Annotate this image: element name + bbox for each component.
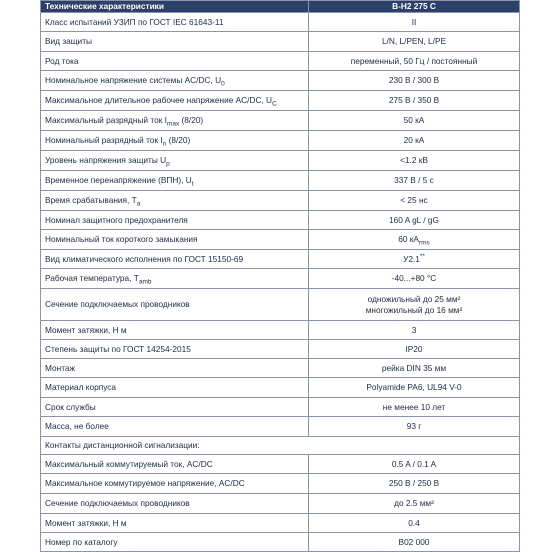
table-row	[41, 417, 520, 437]
table-row	[41, 230, 520, 250]
row-name	[41, 71, 309, 91]
table-row	[41, 211, 520, 230]
row-name-subscript: max	[166, 120, 180, 128]
row-name-text: Рабочая температура, T	[45, 273, 139, 283]
table-row	[41, 269, 520, 289]
table-row	[41, 378, 520, 398]
table-row	[41, 514, 520, 533]
row-value-subscript: rms	[418, 239, 430, 247]
row-value	[309, 230, 520, 250]
row-value: до 2.5 мм²	[309, 494, 520, 514]
table-row	[41, 191, 520, 211]
row-name: Сечение подключаемых проводников	[41, 289, 309, 321]
row-name: Масса, не более	[41, 417, 309, 437]
header-model-cell: B-H2 275 C	[309, 1, 520, 13]
row-name	[41, 171, 309, 191]
table-row	[41, 71, 520, 91]
row-value: -40...+80 °С	[309, 269, 520, 289]
row-value: 337 В / 5 с	[309, 171, 520, 191]
row-value: 230 В / 300 В	[309, 71, 520, 91]
row-value: переменный, 50 Гц / постоянный	[309, 52, 520, 71]
row-name-subscript: t	[191, 180, 194, 188]
row-name: Род тока	[41, 52, 309, 71]
row-name-text: Временное перенапряжение (ВПН), U	[45, 175, 192, 185]
row-name-text: Максимальное длительное рабочее напряжение AC/DC, U	[45, 95, 273, 105]
row-name: Вид защиты	[41, 32, 309, 52]
row-name: Момент затяжки, Н м	[41, 514, 309, 533]
row-value: не менее 10 лет	[309, 398, 520, 417]
row-name-subscript: C	[272, 100, 277, 108]
row-name: Вид климатического исполнения по ГОСТ 15150-69	[41, 250, 309, 269]
row-value: IP20	[309, 340, 520, 359]
table-row	[41, 32, 520, 52]
table-row	[41, 474, 520, 494]
row-value: L/N, L/PEN, L/PE	[309, 32, 520, 52]
row-name-text: Максимальный разрядный ток I	[45, 115, 167, 125]
table-row	[41, 437, 520, 455]
table-row	[41, 13, 520, 32]
row-value: рейка DIN 35 мм	[309, 359, 520, 378]
table-row	[41, 398, 520, 417]
row-name-subscript: amb	[138, 278, 152, 286]
header-name-cell: Технические характеристики	[41, 1, 309, 13]
table-row	[41, 111, 520, 131]
row-name	[41, 131, 309, 151]
row-value: < 25 нс	[309, 191, 520, 211]
row-name: Монтаж	[41, 359, 309, 378]
row-name: Материал корпуса	[41, 378, 309, 398]
row-name: Степень защиты по ГОСТ 14254-2015	[41, 340, 309, 359]
row-name	[41, 91, 309, 111]
row-value: 160 A gL / gG	[309, 211, 520, 230]
table-row	[41, 171, 520, 191]
row-name-text: Уровень напряжения защиты U	[45, 155, 167, 165]
table-row	[41, 455, 520, 474]
row-name-subscript: a	[136, 200, 141, 208]
row-value: 20 кА	[309, 131, 520, 151]
row-name: Номер по каталогу	[41, 533, 309, 552]
table-row	[41, 340, 520, 359]
row-name: Срок службы	[41, 398, 309, 417]
row-value: 93 г	[309, 417, 520, 437]
table-row	[41, 151, 520, 171]
row-name-text: Время срабатывания, T	[45, 195, 137, 205]
row-value: 0.5 A / 0.1 A	[309, 455, 520, 474]
row-name-tail: (8/20)	[179, 115, 204, 125]
section-heading: Контакты дистанционной сигнализации:	[41, 437, 520, 455]
row-name: Момент затяжки, Н м	[41, 321, 309, 340]
row-value: <1.2 кВ	[309, 151, 520, 171]
row-value-text: 60 кA	[398, 234, 419, 244]
row-value-superscript: **	[419, 252, 425, 260]
row-value: Polyamide PA6, UL94 V-0	[309, 378, 520, 398]
row-name: Номинал защитного предохранителя	[41, 211, 309, 230]
table-row	[41, 131, 520, 151]
row-name: Класс испытаний УЗИП по ГОСТ IEC 61643-11	[41, 13, 309, 32]
row-name-subscript: n	[162, 140, 167, 148]
table-row	[41, 359, 520, 378]
row-value-text: У2.1	[403, 253, 420, 264]
row-value: 50 кА	[309, 111, 520, 131]
row-name: Максимальное коммутируемое напряжение, AC/DC	[41, 474, 309, 494]
row-value-line: многожильный до 16 мм²	[365, 304, 463, 315]
table-row	[41, 91, 520, 111]
spec-table	[40, 0, 520, 552]
row-value	[309, 289, 520, 321]
row-value: 0.4	[309, 514, 520, 533]
row-name	[41, 151, 309, 171]
row-name-subscript: 0	[221, 80, 225, 88]
table-row	[41, 289, 520, 321]
row-value-line: одножильный до 25 мм²	[367, 293, 461, 304]
row-value: II	[309, 13, 520, 32]
row-value: 275 В / 350 В	[309, 91, 520, 111]
row-value: 3	[309, 321, 520, 340]
table-row	[41, 533, 520, 552]
table-row	[41, 321, 520, 340]
row-name: Максимальный коммутируемый ток, AC/DC	[41, 455, 309, 474]
row-name	[41, 191, 309, 211]
row-name-tail: (8/20)	[166, 135, 191, 145]
row-name	[41, 269, 309, 289]
row-value: B02 000	[309, 533, 520, 552]
row-value: 250 В / 250 В	[309, 474, 520, 494]
row-value	[309, 250, 520, 269]
row-name-subscript: p	[166, 160, 170, 168]
row-name: Номинальный ток короткого замыкания	[41, 230, 309, 250]
table-row	[41, 250, 520, 269]
table-row	[41, 52, 520, 71]
table-header-row	[41, 1, 520, 13]
row-name-text: Номинальное напряжение системы AC/DC, U	[45, 75, 222, 85]
row-name	[41, 111, 309, 131]
row-name-text: Номинальный разрядный ток I	[45, 135, 163, 145]
row-name: Сечение подключаемых проводников	[41, 494, 309, 514]
